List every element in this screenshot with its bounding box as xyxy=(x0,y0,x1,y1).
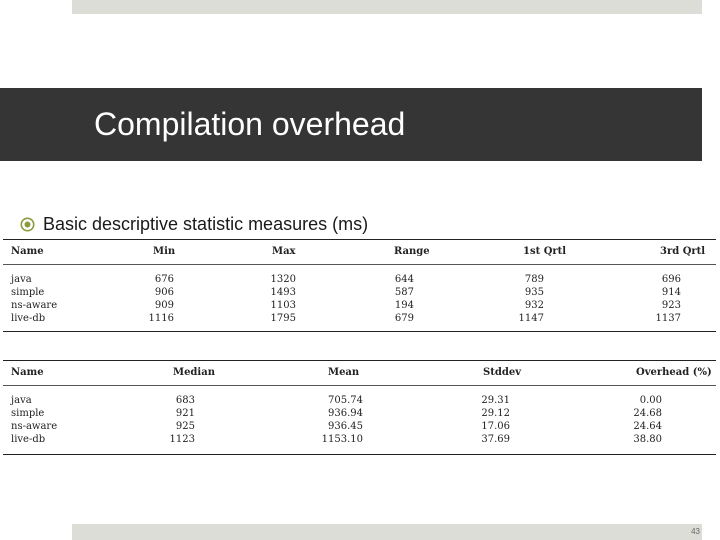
cell-stddev: 29.12 xyxy=(481,408,510,419)
cell-1st-qrtl: 932 xyxy=(524,300,544,311)
cell-max: 1795 xyxy=(270,313,296,324)
page-number: 43 xyxy=(691,527,700,536)
cell-stddev: 17.06 xyxy=(481,421,510,432)
header-mean: Mean xyxy=(328,367,360,378)
cell-median: 925 xyxy=(175,421,195,432)
header-name: Name xyxy=(11,367,44,378)
cell-name: ns-aware xyxy=(11,421,58,432)
bullet-item xyxy=(20,212,368,236)
cell-max: 1493 xyxy=(270,287,296,298)
cell-min: 909 xyxy=(154,300,174,311)
cell-3rd-qrtl: 923 xyxy=(661,300,681,311)
cell-stddev: 37.69 xyxy=(481,434,510,445)
cell-min: 676 xyxy=(154,274,174,285)
cell-mean: 936.94 xyxy=(328,408,363,419)
cell-range: 194 xyxy=(394,300,414,311)
header-min: Min xyxy=(153,246,176,257)
header-1st-qrtl: 1st Qrtl xyxy=(523,246,567,257)
header-median: Median xyxy=(173,367,215,378)
cell-overhead: 38.80 xyxy=(633,434,662,445)
table-header-row xyxy=(3,360,716,386)
header-overhead: Overhead (%) xyxy=(636,367,712,378)
slide-title: Compilation overhead xyxy=(94,106,406,142)
stats-table-2 xyxy=(3,360,716,455)
cell-mean: 705.74 xyxy=(328,395,363,406)
header-stddev: Stddev xyxy=(483,367,521,378)
cell-overhead: 24.68 xyxy=(633,408,662,419)
top-decorative-bar xyxy=(72,0,702,14)
cell-median: 921 xyxy=(175,408,195,419)
cell-max: 1103 xyxy=(270,300,296,311)
cell-range: 644 xyxy=(394,274,414,285)
header-max: Max xyxy=(272,246,296,257)
cell-stddev: 29.31 xyxy=(481,395,510,406)
cell-overhead: 24.64 xyxy=(633,421,662,432)
table-body xyxy=(3,265,716,332)
cell-min: 906 xyxy=(154,287,174,298)
cell-3rd-qrtl: 914 xyxy=(661,287,681,298)
cell-1st-qrtl: 935 xyxy=(524,287,544,298)
cell-mean: 936.45 xyxy=(328,421,363,432)
cell-median: 683 xyxy=(175,395,195,406)
stats-table-1 xyxy=(3,239,716,332)
cell-1st-qrtl: 1147 xyxy=(518,313,544,324)
cell-max: 1320 xyxy=(270,274,296,285)
cell-median: 1123 xyxy=(169,434,195,445)
cell-name: ns-aware xyxy=(11,300,58,311)
cell-range: 587 xyxy=(394,287,414,298)
bottom-decorative-bar xyxy=(72,524,702,540)
table-body xyxy=(3,386,716,455)
cell-name: java xyxy=(11,395,32,406)
cell-3rd-qrtl: 696 xyxy=(661,274,681,285)
cell-mean: 1153.10 xyxy=(321,434,363,445)
circle-bullet-icon xyxy=(20,217,35,232)
cell-name: simple xyxy=(11,287,45,298)
cell-1st-qrtl: 789 xyxy=(524,274,544,285)
cell-range: 679 xyxy=(394,313,414,324)
cell-name: live-db xyxy=(11,434,46,445)
header-3rd-qrtl: 3rd Qrtl xyxy=(660,246,706,257)
cell-min: 1116 xyxy=(148,313,174,324)
cell-name: simple xyxy=(11,408,45,419)
header-range: Range xyxy=(394,246,430,257)
cell-name: java xyxy=(11,274,32,285)
header-name: Name xyxy=(11,246,44,257)
table-header-row xyxy=(3,239,716,265)
bullet-text: Basic descriptive statistic measures (ms) xyxy=(43,213,369,234)
cell-overhead: 0.00 xyxy=(639,395,662,406)
cell-name: live-db xyxy=(11,313,46,324)
cell-3rd-qrtl: 1137 xyxy=(655,313,681,324)
